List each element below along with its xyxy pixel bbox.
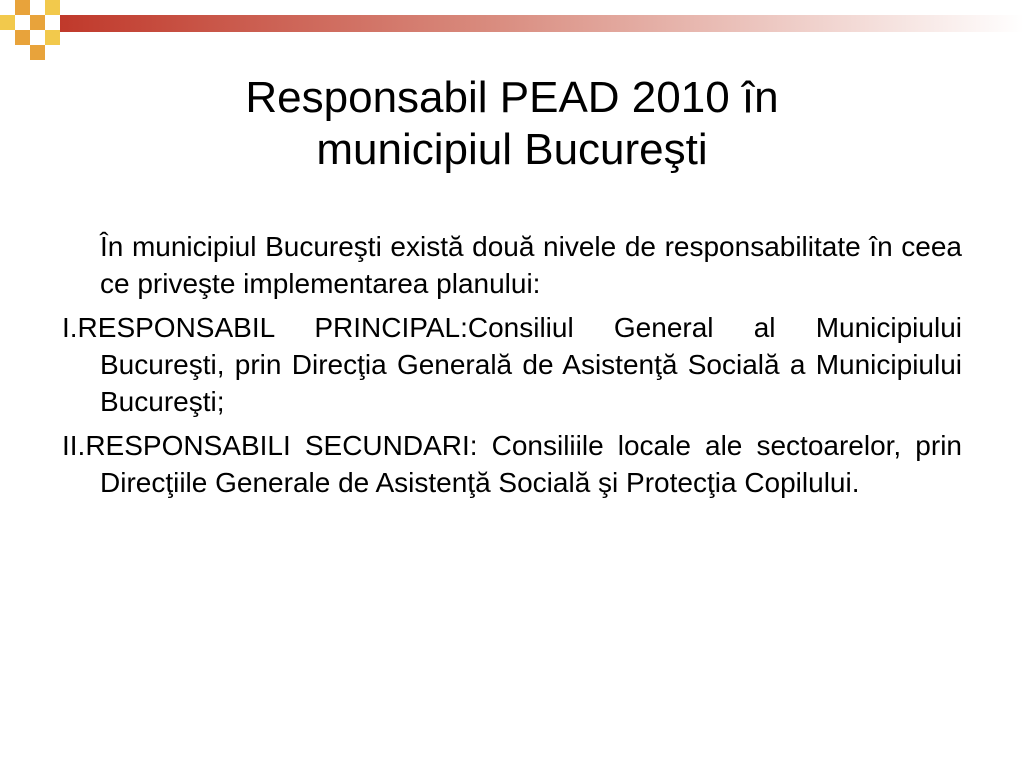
title-gradient-bar — [60, 15, 1024, 32]
deco-square-orange-bottom — [30, 45, 45, 60]
deco-square-yellow-left — [0, 15, 15, 30]
corner-decoration — [0, 0, 1024, 50]
deco-square-yellow-top — [45, 0, 60, 15]
intro-paragraph: În municipiul Bucureşti există două nivele de responsabilitate în ceea ce priveşte implementarea planului: — [100, 231, 962, 299]
slide-title — [0, 72, 1024, 176]
deco-square-orange-top — [15, 0, 30, 15]
primary-responsible-paragraph: I.RESPONSABIL PRINCIPAL:Consiliul General al Municipiului Bucureşti, prin Direcţia Generală de Asistenţă Socială a Municipiului Bucureşti; — [62, 312, 962, 417]
deco-square-orange-mid — [30, 15, 45, 30]
deco-square-yellow-low — [45, 30, 60, 45]
slide-title-line-2: municipiul Bucureşti — [316, 125, 708, 174]
slide-title-line-1: Responsabil PEAD 2010 în — [245, 73, 779, 122]
slide-body — [62, 228, 962, 508]
secondary-responsible-paragraph: II.RESPONSABILI SECUNDARI: Consiliile locale ale sectoarelor, prin Direcţiile Generale de Asistenţă Socială şi Protecţia Copilului. — [62, 430, 962, 498]
deco-square-orange-low — [15, 30, 30, 45]
